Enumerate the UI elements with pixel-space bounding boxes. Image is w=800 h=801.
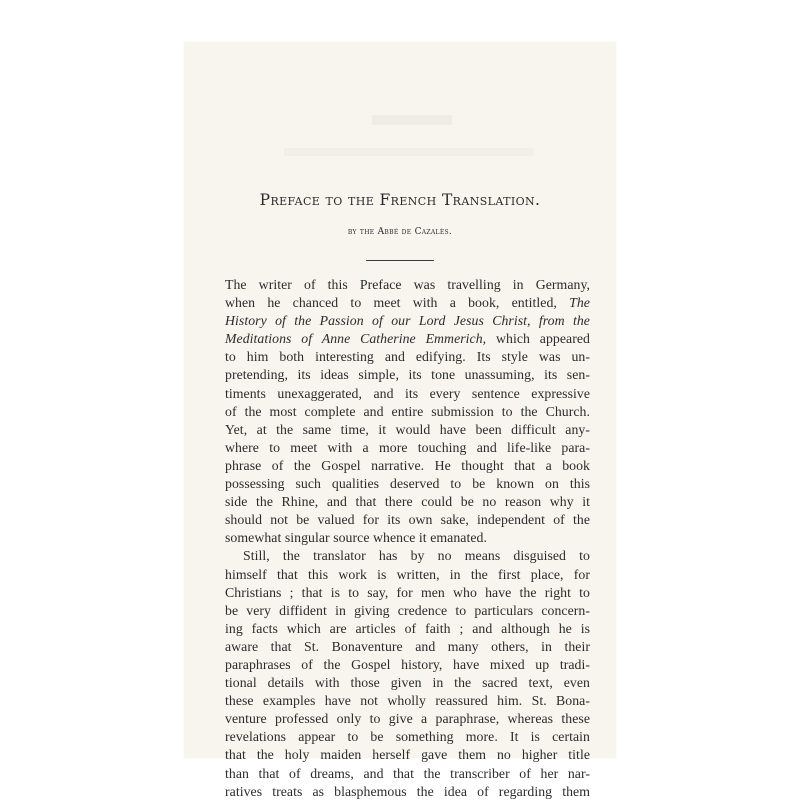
text-line: pretending, its ideas simple, its tone unassuming, its sen- (225, 367, 590, 383)
paragraph-2 (225, 547, 590, 800)
text-line: than that of dreams, and that the transcriber of her nar- (225, 765, 590, 781)
text-line: himself that this work is written, in the first place, for (225, 566, 590, 582)
paragraph-1 (225, 276, 590, 547)
text-line: side the Rhine, and that there could be no reason why it (225, 494, 590, 510)
text-line: phrase of the Gospel narrative. He thought that a book (225, 457, 590, 473)
text-line: of the most complete and entire submission to the Church. (225, 403, 590, 419)
text-line: timents unexaggerated, and its every sentence expressive (225, 385, 590, 401)
text-line: revelations appear to be something more. It is certain (225, 729, 590, 745)
preface-byline: by the Abbé de Cazalès. (347, 227, 453, 237)
show-through-text (284, 148, 534, 156)
title-divider-rule (366, 260, 434, 261)
text-line: paraphrases of the Gospel history, have mixed up tradi- (225, 656, 590, 672)
text-line: to him both interesting and edifying. Its style was un- (225, 349, 590, 365)
text-line: venture professed only to give a paraphrase, whereas these (225, 711, 590, 727)
text-line: History of the Passion of our Lord Jesus Christ, from the (225, 313, 590, 329)
text-line: when he chanced to meet with a book, entitled, The (225, 295, 590, 311)
text-line: Christians ; that is to say, for men who have the right to (225, 584, 590, 600)
preface-body (225, 276, 590, 801)
text-line: Yet, at the same time, it would have been difficult any- (225, 421, 590, 437)
text-line: be very diffident in giving credence to particulars concern- (225, 602, 590, 618)
text-line: ratives treats as blasphemous the idea of regarding them (225, 783, 590, 799)
show-through-running-head (372, 115, 452, 125)
text-line: ing facts which are articles of faith ; and although he is (225, 620, 590, 636)
text-line: tional details with those given in the sacred text, even (225, 675, 590, 691)
text-line: aware that St. Bonaventure and many others, in their (225, 638, 590, 654)
text-line: Still, the translator has by no means disguised to (243, 548, 590, 564)
text-line: should not be valued for its own sake, independent of the (225, 512, 590, 528)
text-line: Meditations of Anne Catherine Emmerich, which appeared (225, 331, 590, 347)
text-line: these examples have not wholly reassured him. St. Bona- (225, 693, 590, 709)
text-line: that the holy maiden herself gave them no higher title (225, 747, 590, 763)
text-line: where to meet with a more touching and life-like para- (225, 439, 590, 455)
text-line: somewhat singular source whence it emanated. (225, 530, 487, 546)
preface-title: Preface to the French Translation. (259, 191, 541, 209)
text-line: The writer of this Preface was travelling in Germany, (225, 277, 590, 292)
text-line: possessing such qualities deserved to be known on this (225, 476, 590, 492)
